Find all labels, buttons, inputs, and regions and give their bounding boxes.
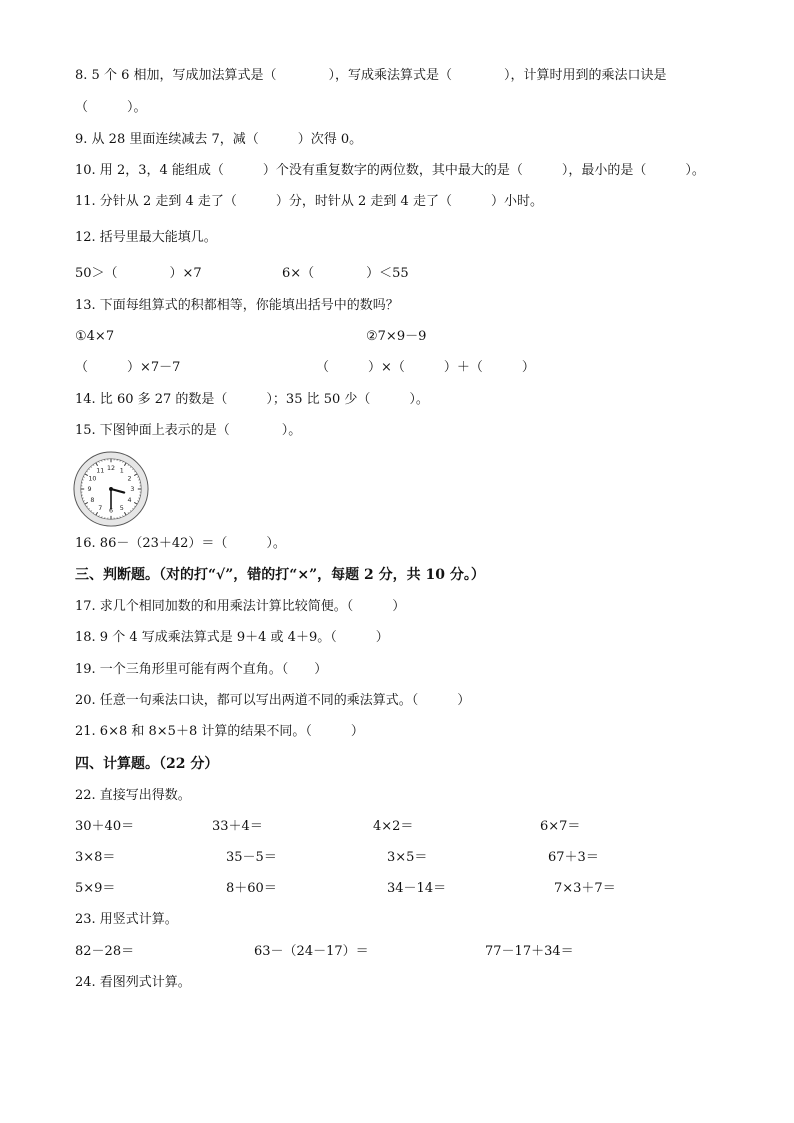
clock-number: 6 — [108, 507, 114, 515]
clock-center-pin — [109, 487, 113, 491]
vcalc-1: 82－28＝ — [75, 944, 135, 959]
q9: 9. 从 28 里面连续减去 7，减（ ）次得 0。 — [75, 132, 363, 147]
section-4-title: 四、计算题。（22 分） — [75, 756, 219, 772]
calc-r3c2: 8＋60＝ — [226, 881, 277, 896]
q15: 15. 下图钟面上表示的是（ ）。 — [75, 423, 302, 438]
clock-number: 5 — [119, 504, 124, 512]
q13-item1: ①4×7 — [75, 329, 115, 344]
q12-a: 50＞（ ）×7 — [75, 266, 202, 281]
q23: 23. 用竖式计算。 — [75, 912, 178, 927]
clock-number: 2 — [127, 475, 132, 483]
vcalc-2: 63－（24－17）＝ — [254, 944, 369, 959]
clock-number: 11 — [96, 467, 105, 475]
calc-r2c1: 3×8＝ — [75, 850, 116, 865]
q10: 10. 用 2，3，4 能组成（ ）个没有重复数字的两位数，其中最大的是（ ），最小的是（ ）。 — [75, 163, 705, 178]
clock-number: 8 — [90, 496, 95, 504]
clock-number: 10 — [88, 475, 97, 483]
clock-number: 4 — [127, 496, 132, 504]
q22: 22. 直接写出得数。 — [75, 788, 191, 803]
q19: 19. 一个三角形里可能有两个直角。（ ） — [75, 662, 328, 677]
q13-item2: ②7×9－9 — [366, 329, 427, 344]
q12-b: 6×（ ）＜55 — [282, 266, 409, 281]
calc-r2c4: 67＋3＝ — [548, 850, 599, 865]
clock-number: 9 — [87, 486, 92, 494]
q16: 16. 86－（23＋42）＝（ ）。 — [75, 536, 286, 551]
calc-r1c4: 6×7＝ — [540, 819, 581, 834]
clock-face — [72, 450, 150, 528]
q18: 18. 9 个 4 写成乘法算式是 9＋4 或 4＋9。（ ） — [75, 630, 389, 645]
q17: 17. 求几个相同加数的和用乘法计算比较简便。（ ） — [75, 599, 406, 614]
q12: 12. 括号里最大能填几。 — [75, 230, 217, 245]
calc-r2c3: 3×5＝ — [387, 850, 428, 865]
calc-r1c3: 4×2＝ — [373, 819, 414, 834]
q13-item1-answer: （ ）×7－7 — [75, 360, 181, 375]
calc-r3c4: 7×3＋7＝ — [554, 881, 616, 896]
q8-line2: （ ）。 — [75, 100, 147, 115]
section-3-title: 三、判断题。（对的打“√”，错的打“×”，每题 2 分，共 10 分。） — [75, 567, 485, 583]
q24: 24. 看图列式计算。 — [75, 975, 191, 990]
q14: 14. 比 60 多 27 的数是（ ）；35 比 50 少（ ）。 — [75, 392, 429, 407]
calc-r3c1: 5×9＝ — [75, 881, 116, 896]
clock-number: 7 — [98, 504, 103, 512]
clock-number: 1 — [119, 467, 124, 475]
clock-number: 3 — [130, 486, 135, 494]
q20: 20. 任意一句乘法口诀，都可以写出两道不同的乘法算式。（ ） — [75, 693, 471, 708]
calc-r2c2: 35－5＝ — [226, 850, 277, 865]
q13: 13. 下面每组算式的积都相等，你能填出括号中的数吗？ — [75, 298, 399, 313]
calc-r3c3: 34－14＝ — [387, 881, 447, 896]
vcalc-3: 77－17＋34＝ — [485, 944, 574, 959]
q13-item2-answer: （ ）×（ ）＋（ ） — [316, 360, 535, 375]
clock-number: 12 — [106, 464, 116, 472]
calc-r1c2: 33＋4＝ — [212, 819, 263, 834]
q8-line1: 8. 5 个 6 相加，写成加法算式是（ ），写成乘法算式是（ ），计算时用到的乘法口诀是 — [75, 68, 667, 83]
calc-r1c1: 30＋40＝ — [75, 819, 135, 834]
q11: 11. 分针从 2 走到 4 走了（ ）分，时针从 2 走到 4 走了（ ）小时。 — [75, 194, 543, 209]
q21: 21. 6×8 和 8×5＋8 计算的结果不同。（ ） — [75, 724, 364, 739]
